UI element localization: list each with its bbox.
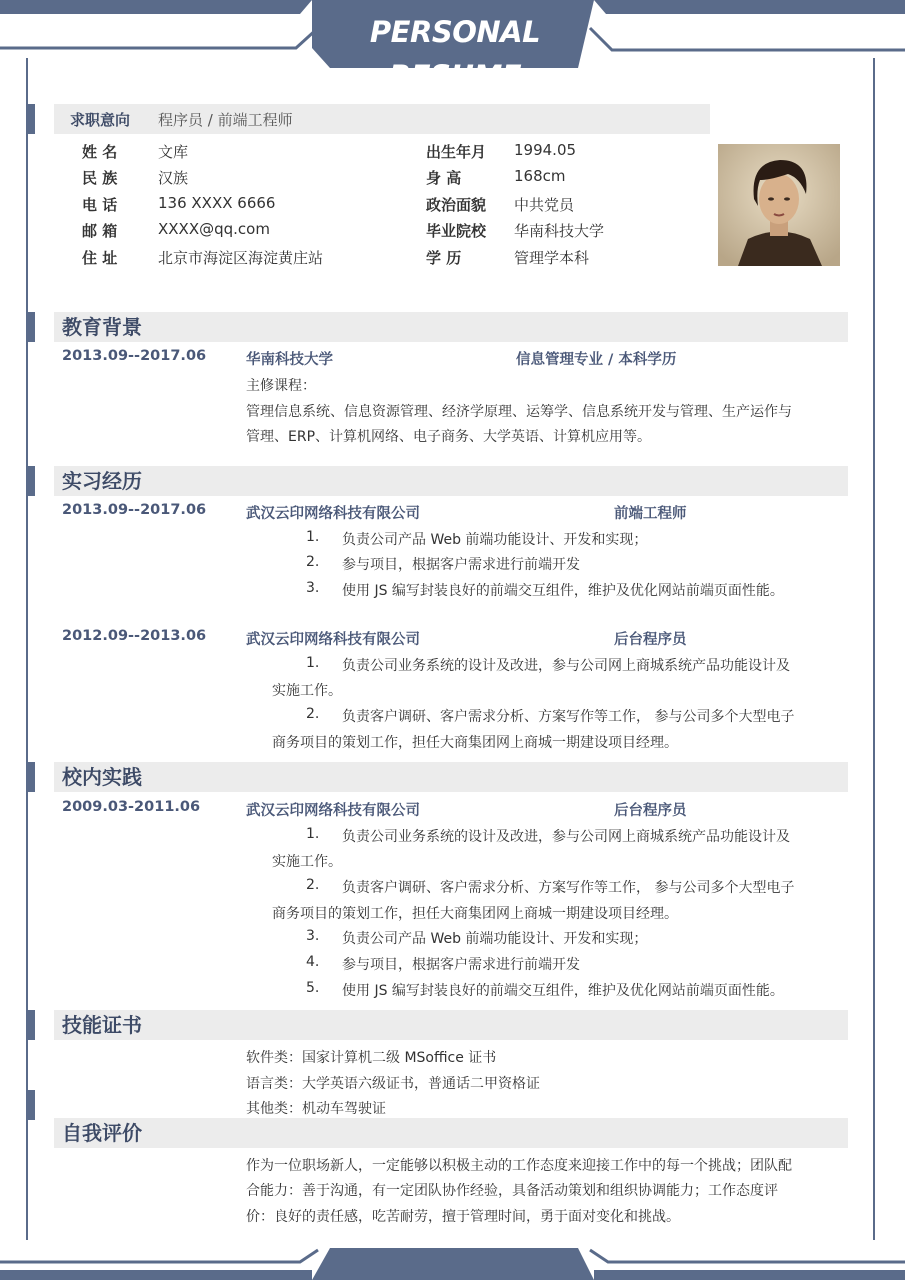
job-intent-bar xyxy=(54,104,710,134)
profile-label: 政治面貌 xyxy=(426,196,487,214)
edu-school: 华南科技大学 xyxy=(246,352,333,368)
edu-courses: 管理、ERP、计算机网络、电子商务、大学英语、计算机应用等。 xyxy=(246,429,652,445)
section-header-bg xyxy=(54,312,848,342)
profile-value: XXXX@qq.com xyxy=(158,220,270,238)
list-number: 2. xyxy=(306,877,320,893)
list-number: 2. xyxy=(306,554,320,570)
list-number: 1. xyxy=(306,826,320,842)
list-number: 1. xyxy=(306,655,320,671)
section-marker xyxy=(27,104,35,134)
profile-value: 文库 xyxy=(158,143,189,161)
section-title-skills: 技能证书 xyxy=(62,1013,142,1037)
edu-date: 2013.09--2017.06 xyxy=(62,348,207,364)
list-item: 使用 JS 编写封装良好的前端交互组件，维护及优化网站前端页面性能。 xyxy=(342,983,784,999)
profile-photo xyxy=(718,144,840,266)
section-title-internship: 实习经历 xyxy=(62,469,142,493)
profile-value: 北京市海淀区海淀黄庄站 xyxy=(158,249,324,267)
section-marker xyxy=(27,762,35,792)
edu-courses: 管理信息系统、信息资源管理、经济学原理、运筹学、信息系统开发与管理、生产运作与 xyxy=(246,404,792,420)
profile-value: 中共党员 xyxy=(514,196,575,214)
list-item-continuation: 实施工作。 xyxy=(272,854,342,870)
job-company: 武汉云印网络科技有限公司 xyxy=(246,506,420,522)
list-number: 4. xyxy=(306,954,320,970)
profile-value: 华南科技大学 xyxy=(514,222,605,240)
section-marker xyxy=(27,312,35,342)
list-item: 负责公司业务系统的设计及改进，参与公司网上商城系统产品功能设计及 xyxy=(342,658,790,674)
campus-role: 后台程序员 xyxy=(614,803,687,819)
profile-value: 168cm xyxy=(514,167,566,185)
job-company: 武汉云印网络科技有限公司 xyxy=(246,632,420,648)
list-item: 负责公司产品 Web 前端功能设计、开发和实现； xyxy=(342,532,648,548)
list-number: 1. xyxy=(306,529,320,545)
section-marker xyxy=(27,466,35,496)
self-eval-line: 价：良好的责任感，吃苦耐劳，擅于管理时间，勇于面对变化和挑战。 xyxy=(246,1209,680,1225)
banner-title: PERSONAL RESUME xyxy=(369,15,541,93)
profile-label: 身 高 xyxy=(426,169,462,187)
job-date: 2013.09--2017.06 xyxy=(62,502,207,518)
list-number: 2. xyxy=(306,706,320,722)
profile-value: 汉族 xyxy=(158,169,189,187)
profile-label: 邮 箱 xyxy=(82,222,118,240)
section-header-bg xyxy=(54,1118,848,1148)
list-item-continuation: 商务项目的策划工作，担任大商集团网上商城一期建设项目经理。 xyxy=(272,735,678,751)
job-intent-label: 求职意向 xyxy=(70,111,131,129)
section-header-bg xyxy=(54,1010,848,1040)
profile-label: 学 历 xyxy=(426,249,462,267)
list-item-continuation: 实施工作。 xyxy=(272,683,342,699)
skill-line: 语言类：大学英语六级证书，普通话二甲资格证 xyxy=(246,1076,540,1092)
section-title-education: 教育背景 xyxy=(62,315,142,339)
job-role: 前端工程师 xyxy=(614,506,687,522)
skill-line: 软件类：国家计算机二级 MSoffice 证书 xyxy=(246,1050,497,1066)
profile-value: 管理学本科 xyxy=(514,249,590,267)
list-item: 参与项目，根据客户需求进行前端开发 xyxy=(342,557,580,573)
list-number: 3. xyxy=(306,580,320,596)
profile-label: 民 族 xyxy=(82,169,118,187)
self-eval-line: 作为一位职场新人，一定能够以积极主动的工作态度来迎接工作中的每一个挑战；团队配 xyxy=(246,1158,792,1174)
profile-label: 住 址 xyxy=(82,249,118,267)
section-marker xyxy=(27,1010,35,1040)
list-item: 负责客户调研、客户需求分析、方案写作等工作， 参与公司多个大型电子 xyxy=(342,709,795,725)
edu-major: 信息管理专业 / 本科学历 xyxy=(516,352,677,368)
list-item: 使用 JS 编写封装良好的前端交互组件，维护及优化网站前端页面性能。 xyxy=(342,583,784,599)
profile-label: 电 话 xyxy=(82,196,118,214)
list-number: 3. xyxy=(306,928,320,944)
campus-company: 武汉云印网络科技有限公司 xyxy=(246,803,420,819)
job-date: 2012.09--2013.06 xyxy=(62,628,207,644)
profile-value: 1994.05 xyxy=(514,141,577,159)
profile-label: 出生年月 xyxy=(426,143,487,161)
section-title-self-eval: 自我评价 xyxy=(62,1121,142,1145)
profile-label: 姓 名 xyxy=(82,143,118,161)
self-eval-line: 合能力：善于沟通，有一定团队协作经验，具备活动策划和组织协调能力；工作态度评 xyxy=(246,1183,778,1199)
section-title-campus: 校内实践 xyxy=(62,765,142,789)
list-item: 参与项目，根据客户需求进行前端开发 xyxy=(342,957,580,973)
campus-date: 2009.03-2011.06 xyxy=(62,799,201,815)
profile-label: 毕业院校 xyxy=(426,222,487,240)
edu-course-label: 主修课程： xyxy=(246,378,316,394)
profile-value: 136 XXXX 6666 xyxy=(158,194,276,212)
section-marker xyxy=(27,1090,35,1120)
section-header-bg xyxy=(54,466,848,496)
job-role: 后台程序员 xyxy=(614,632,687,648)
list-item: 负责客户调研、客户需求分析、方案写作等工作， 参与公司多个大型电子 xyxy=(342,880,795,896)
list-number: 5. xyxy=(306,980,320,996)
job-intent-value: 程序员 / 前端工程师 xyxy=(158,111,293,129)
list-item: 负责公司产品 Web 前端功能设计、开发和实现； xyxy=(342,931,648,947)
skill-line: 其他类：机动车驾驶证 xyxy=(246,1101,386,1117)
section-header-bg xyxy=(54,762,848,792)
list-item: 负责公司业务系统的设计及改进，参与公司网上商城系统产品功能设计及 xyxy=(342,829,790,845)
list-item-continuation: 商务项目的策划工作，担任大商集团网上商城一期建设项目经理。 xyxy=(272,906,678,922)
